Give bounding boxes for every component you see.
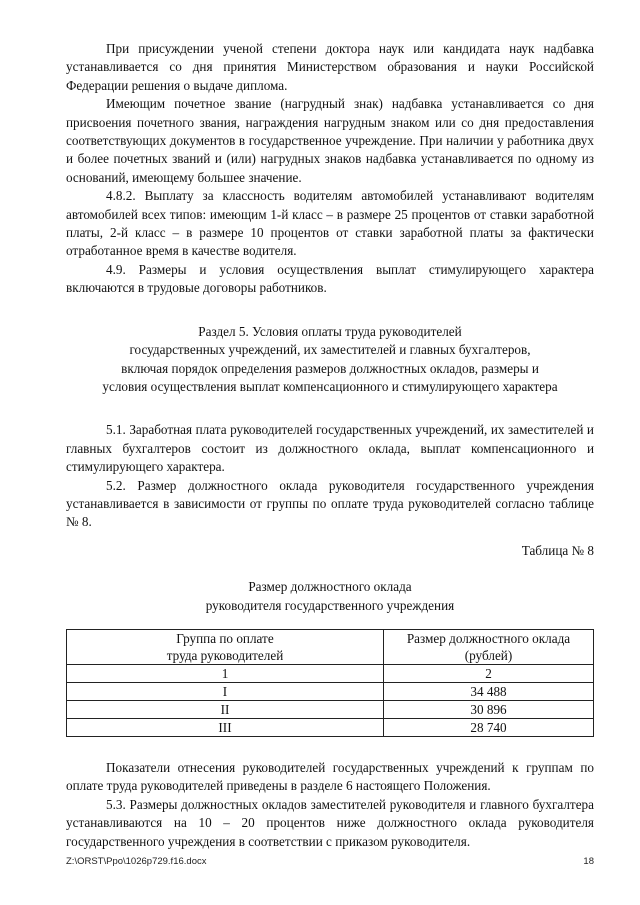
table-label: Таблица № 8 bbox=[521, 542, 594, 558]
page-number: 18 bbox=[583, 856, 594, 867]
paragraph: 4.8.2. Выплату за классность водителям автомобилей устанавливают водителям автомобилей всех типов: имеющим 1-й класс – в размере 25 процентов от ставки заработной платы, 2-й класс – в размере 10 процентов от ставки заработной платы за фактически отработанное время в качестве водителя. bbox=[66, 188, 594, 259]
header-text: (рублей) bbox=[464, 647, 513, 663]
footer-file-path: Z:\ORST\Ppo\1026p729.f16.docx bbox=[66, 856, 207, 867]
table-title bbox=[66, 578, 594, 615]
document-body bbox=[66, 40, 594, 851]
after-table-body bbox=[66, 759, 594, 851]
header-text: труда руководителей bbox=[166, 647, 284, 663]
section-title-line: включая порядок определения размеров должностных окладов, размеры и bbox=[121, 360, 539, 376]
table-title-line: Размер должностного оклада bbox=[248, 579, 412, 595]
paragraph: Показатели отнесения руководителей государственных учреждений к группам по оплате труда руководителей приведены в разделе 6 настоящего Положения. bbox=[66, 759, 594, 794]
paragraph: 5.2. Размер должностного оклада руководителя государственного учреждения устанавливается в зависимости от группы по оплате труда руководителей согласно таблице № 8. bbox=[66, 477, 594, 530]
group-cell: I bbox=[67, 682, 384, 700]
table-row bbox=[67, 718, 594, 736]
header-cell-salary bbox=[384, 629, 594, 664]
header-cell-group bbox=[67, 629, 384, 664]
paragraph: При присуждении ученой степени доктора наук или кандидата наук надбавка устанавливается со дня принятия Министерством образования и науки Российской Федерации решения о выдаче диплома. bbox=[66, 41, 594, 93]
section-heading bbox=[66, 323, 594, 397]
section-5-body bbox=[66, 421, 594, 531]
paragraph: Имеющим почетное звание (нагрудный знак) надбавка устанавливается со дня присвоения почетного звания, награждения нагрудным знаком или со дня предоставления соответствующих документов в государственное учреждение. При наличии у работника двух и более почетных званий и (или) нагрудных знаков надбавка устанавливается по одному из оснований, имеющему большее значение. bbox=[66, 96, 594, 185]
section-title-line: условия осуществления выплат компенсационного и стимулирующего характера bbox=[102, 378, 558, 394]
paragraph: 5.1. Заработная плата руководителей государственных учреждений, их заместителей и главных бухгалтеров состоит из должностного оклада, выплат компенсационного и стимулирующего характера. bbox=[66, 422, 594, 475]
salary-table bbox=[66, 629, 594, 737]
salary-cell: 28 740 bbox=[384, 718, 594, 736]
group-cell: II bbox=[67, 700, 384, 718]
paragraph: 4.9. Размеры и условия осуществления выплат стимулирующего характера включаются в трудовые договоры работников. bbox=[66, 261, 594, 296]
section-title-line: Раздел 5. Условия оплаты труда руководителей bbox=[198, 323, 462, 339]
table-row bbox=[67, 682, 594, 700]
salary-cell: 34 488 bbox=[384, 682, 594, 700]
numbering-cell: 1 bbox=[67, 664, 384, 682]
table-title-line: руководителя государственного учреждения bbox=[205, 597, 455, 613]
header-text: Группа по оплате bbox=[176, 630, 274, 646]
table-row bbox=[67, 700, 594, 718]
numbering-cell: 2 bbox=[384, 664, 594, 682]
table-numbering-row bbox=[67, 664, 594, 682]
paragraph: 5.3. Размеры должностных окладов заместителей руководителя и главного бухгалтера устанавливаются на 10 – 20 процентов ниже должностного оклада руководителя государственного учреждения в соответствии с приказом руководителя. bbox=[66, 796, 594, 849]
header-text: Размер должностного оклада bbox=[406, 630, 571, 646]
table-header-row bbox=[67, 629, 594, 664]
section-title-line: государственных учреждений, их заместителей и главных бухгалтеров, bbox=[129, 342, 531, 358]
salary-cell: 30 896 bbox=[384, 700, 594, 718]
group-cell: III bbox=[67, 718, 384, 736]
